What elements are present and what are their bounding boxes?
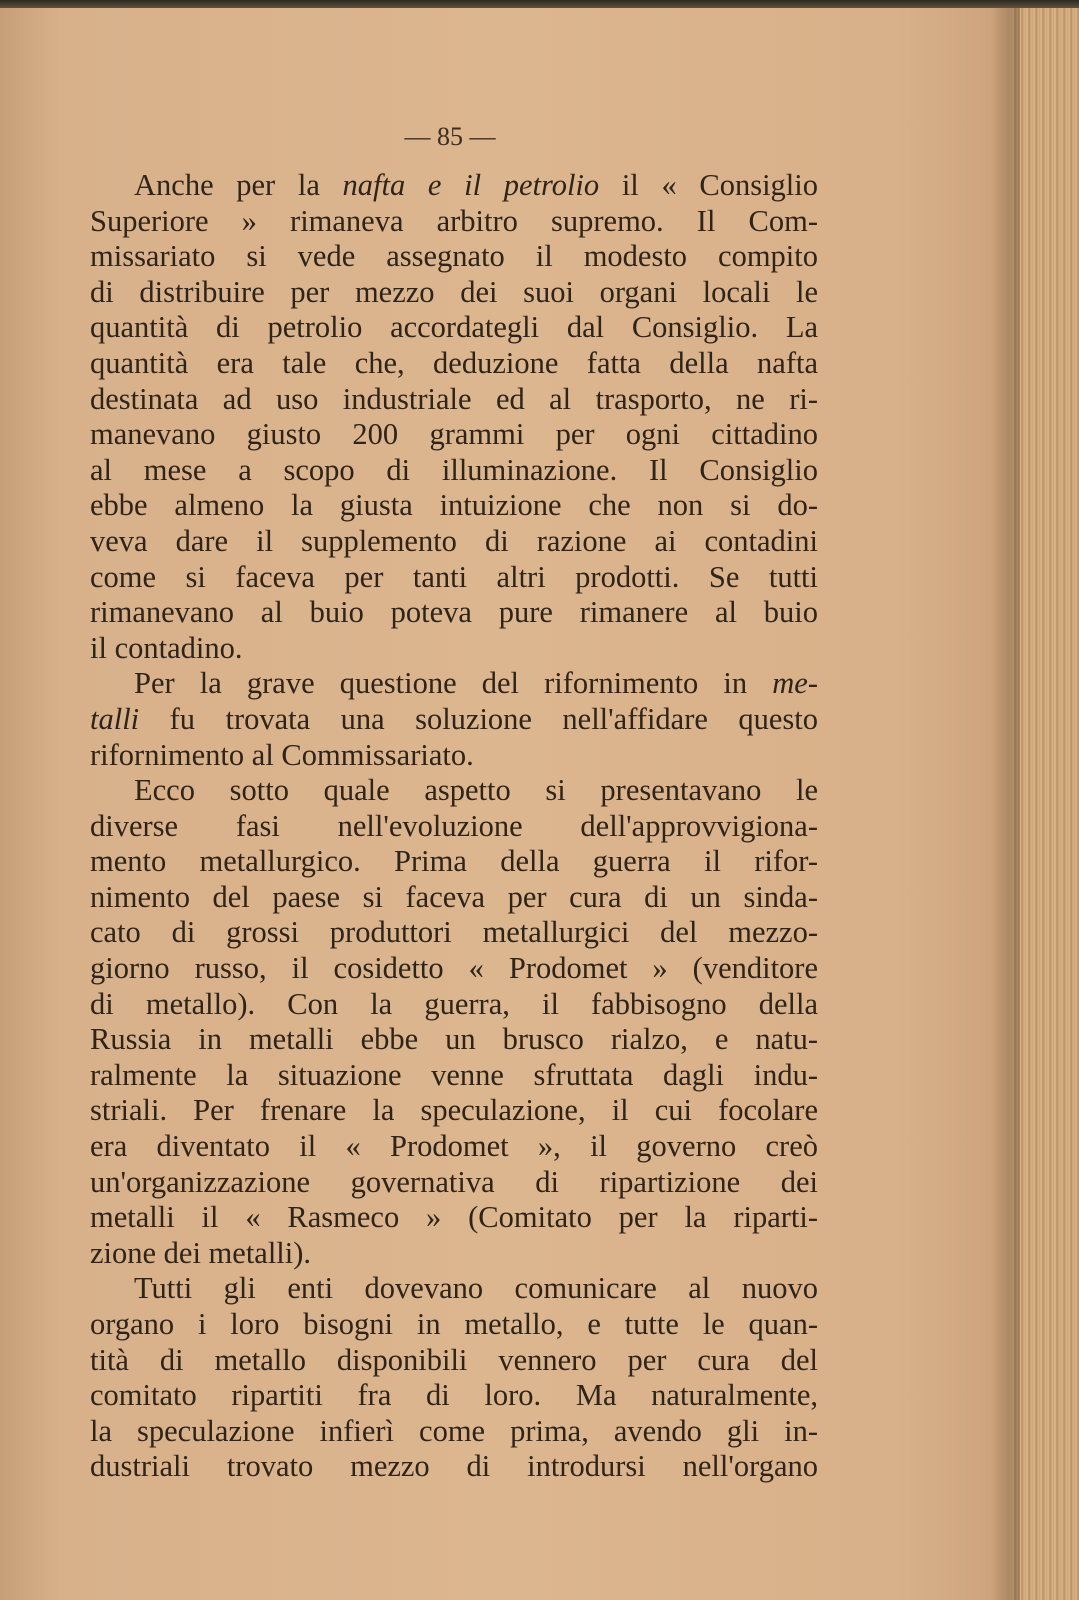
text-line: Ecco sotto quale aspetto si presentavano le [134,773,818,808]
text-line: Anche per la nafta e il petrolio il « Consiglio [134,168,818,202]
page-stack-edges [1010,8,1079,1600]
text-line: Russia in metalli ebbe un brusco rialzo, e natu- [90,1022,818,1057]
text-line: il contadino. [90,630,243,665]
text-line: un'organizzazione governativa di ripartizione dei [90,1164,818,1199]
text-line: era diventato il « Prodomet », il governo creò [90,1129,818,1164]
text-line: di metallo). Con la guerra, il fabbisogno della [90,986,818,1021]
text-line: al mese a scopo di illuminazione. Il Consiglio [90,452,818,487]
paragraph [90,666,818,773]
text-line: zione dei metalli). [90,1235,312,1270]
paragraph [90,773,818,1271]
text-line: come si faceva per tanti altri prodotti. Se tutti [90,559,818,594]
text-line: Superiore » rimaneva arbitro supremo. Il Com- [90,203,818,238]
text-line: rimanevano al buio poteva pure rimanere al buio [90,595,818,630]
text-line: comitato ripartiti fra di loro. Ma naturalmente, [90,1378,818,1413]
text-line: diverse fasi nell'evoluzione dell'approvvigiona- [90,808,818,843]
page-number: — 85 — [404,122,496,151]
text-line: Tutti gli enti dovevano comunicare al nuovo [134,1271,818,1306]
text-line: tità di metallo disponibili vennero per cura del [90,1342,818,1377]
text-line: manevano giusto 200 grammi per ogni cittadino [90,417,818,452]
text-line: giorno russo, il cosidetto « Prodomet » (venditore [90,951,818,986]
text-line: la speculazione infierì come prima, avendo gli in- [90,1413,818,1448]
text-line: organo i loro bisogni in metallo, e tutte le quan- [90,1307,818,1341]
text-line: metalli il « Rasmeco » (Comitato per la riparti- [90,1200,818,1235]
text-line: cato di grossi produttori metallurgici del mezzo- [90,915,818,950]
text-line: di distribuire per mezzo dei suoi organi locali le [90,274,818,309]
text-line: talli fu trovata una soluzione nell'affidare questo [90,701,818,736]
italic-term: talli [90,701,140,736]
text-line: destinata ad uso industriale ed al trasporto, ne ri- [90,381,818,416]
italic-term: me- [772,666,818,701]
text-line: quantità di petrolio accordategli dal Consiglio. La [90,310,818,345]
text-line: striali. Per frenare la speculazione, il cui focolare [90,1093,818,1128]
paragraph [90,1271,818,1485]
italic-term: nafta e il petrolio [342,168,600,202]
text-line: dustriali trovato mezzo di introdursi nell'organo [90,1449,818,1484]
text-line: ralmente la situazione venne sfruttata dagli indu- [90,1057,818,1092]
text-line: ebbe almeno la giusta intuizione che non si do- [90,488,818,523]
text-line: veva dare il supplemento di razione ai contadini [90,523,818,558]
text-line: nimento del paese si faceva per cura di un sinda- [90,879,818,914]
text-line: missariato si vede assegnato il modesto compito [90,239,818,274]
paragraph [90,168,818,666]
text-line: mento metallurgico. Prima della guerra il rifor- [90,844,818,879]
text-line: rifornimento al Commissariato. [90,737,474,772]
text-line: Per la grave questione del rifornimento in me- [134,666,818,701]
gutter-shadow [990,8,1020,1600]
text-line: quantità era tale che, deduzione fatta della nafta [90,345,818,380]
body-text [90,168,818,1485]
